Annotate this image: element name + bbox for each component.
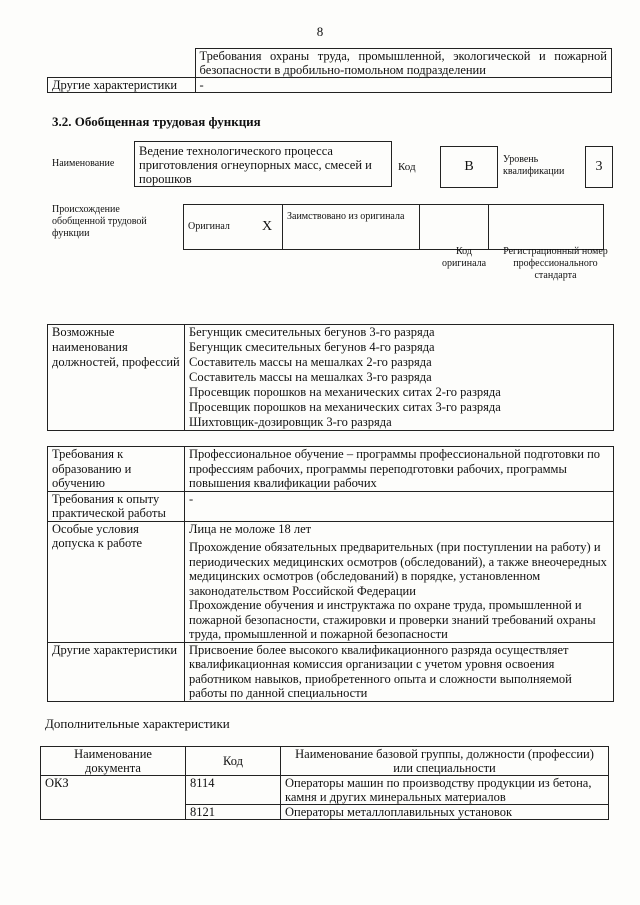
name-label: Наименование: [52, 158, 115, 169]
table-row: [41, 776, 609, 805]
position-item: Составитель массы на мешалках 2-го разряда: [189, 355, 432, 369]
education-value: Профессиональное обучение – программы профессиональной подготовки по профессиям рабочих, программы переподготовки рабочих, программы повышения квалификации рабочих: [185, 447, 614, 492]
level-label: Уровень квалификации: [503, 154, 565, 177]
condition-item: Прохождение обязательных предварительных (при поступлении на работу) и периодических медицинских осмотров (обследований), а также внеочередных медицинских осмотров (обследований) в порядке, установленном законодательством Российской Федерации: [189, 540, 607, 598]
positions-list: [185, 325, 614, 431]
origin-table: [183, 204, 604, 250]
position-item: Просевщик порошков на механических ситах 2-го разряда: [189, 385, 501, 399]
original-mark: X: [252, 205, 283, 250]
requirements-table: [47, 446, 614, 702]
top-table-requirements: Требования охраны труда, промышленной, экологической и пожарной безопасности в дробильно-помольном подразделении: [195, 49, 612, 78]
education-label: Требования к образованию и обучению: [48, 447, 185, 492]
condition-item: Прохождение обучения и инструктажа по охране труда, промышленной и пожарной безопасности, стажировки и проверки знаний требований охраны труда, промышленной и пожарной безопасности: [189, 598, 596, 641]
reg-number-caption: Регистрационный номер профессионального стандарта: [503, 246, 608, 281]
additional-title: Дополнительные характеристики: [45, 716, 230, 731]
name-cell: Операторы машин по производству продукции из бетона, камня и других минеральных материалов: [281, 776, 609, 805]
other-characteristics-value: -: [195, 78, 612, 93]
condition-item: Лица не моложе 18 лет: [189, 521, 312, 536]
origin-code-cell: [420, 205, 489, 250]
code-cell: 8121: [186, 805, 281, 820]
doc-cell: ОКЗ: [41, 776, 186, 820]
positions-table: [47, 324, 614, 431]
position-item: Просевщик порошков на механических ситах 3-го разряда: [189, 400, 501, 414]
experience-value: -: [185, 491, 614, 521]
qualification-level: 3: [585, 146, 613, 188]
top-table: [47, 48, 612, 93]
top-table-empty-cell: [48, 49, 196, 78]
page-number: 8: [316, 24, 324, 39]
section-title: 3.2. Обобщенная трудовая функция: [52, 114, 261, 129]
conditions-label: Особые условия допуска к работе: [48, 521, 185, 642]
col-name-header: Наименование базовой группы, должности (профессии) или специальности: [281, 747, 609, 776]
borrowed-label: Заимствовано из оригинала: [283, 205, 420, 250]
name-cell: Операторы металлоплавильных установок: [281, 805, 609, 820]
position-item: Бегунщик смесительных бегунов 4-го разряда: [189, 340, 435, 354]
position-item: Шихтовщик-дозировщик 3-го разряда: [189, 415, 392, 429]
original-label: Оригинал: [184, 205, 253, 250]
code-original-caption: Код оригинала: [441, 246, 487, 269]
col-doc-header: Наименование документа: [41, 747, 186, 776]
other-label: Другие характеристики: [48, 642, 185, 701]
other-value: Присвоение более высокого квалификационного разряда осуществляет квалификационная комиссия организации с учетом уровня освоения работником навыков, приобретенного опыта и сложности выполняемой работы по данной специальности: [185, 642, 614, 701]
positions-label: Возможные наименования должностей, профессий: [48, 325, 185, 431]
code-cell: 8114: [186, 776, 281, 805]
additional-table: [40, 746, 609, 820]
position-item: Составитель массы на мешалках 3-го разряда: [189, 370, 432, 384]
experience-label: Требования к опыту практической работы: [48, 491, 185, 521]
code-label: Код: [398, 161, 416, 173]
conditions-list: [185, 521, 614, 642]
function-name: Ведение технологического процесса приготовления огнеупорных масс, смесей и порошков: [134, 141, 392, 187]
col-code-header: Код: [186, 747, 281, 776]
origin-label: Происхождение обобщенной трудовой функции: [52, 204, 147, 239]
reg-number-cell: [489, 205, 604, 250]
function-code: В: [440, 146, 498, 188]
position-item: Бегунщик смесительных бегунов 3-го разряда: [189, 325, 435, 339]
other-characteristics-label: Другие характеристики: [48, 78, 196, 93]
